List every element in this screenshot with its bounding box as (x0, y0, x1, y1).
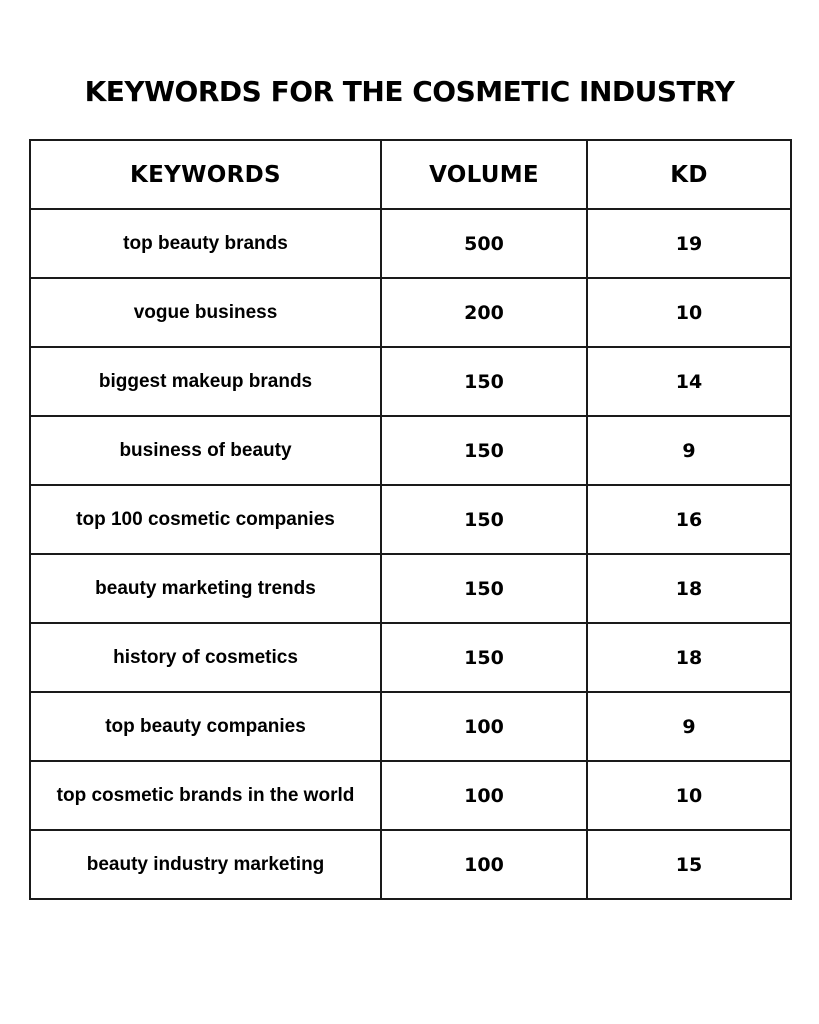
keyword-cell: beauty industry marketing (30, 830, 381, 899)
page-title: KEYWORDS FOR THE COSMETIC INDUSTRY (84, 75, 735, 108)
table-row (30, 554, 791, 623)
kd-cell: 19 (587, 209, 791, 278)
table-row (30, 416, 791, 485)
volume-cell: 150 (381, 416, 587, 485)
volume-cell: 500 (381, 209, 587, 278)
column-header-volume: VOLUME (381, 140, 587, 209)
kd-cell: 9 (587, 416, 791, 485)
kd-cell: 10 (587, 278, 791, 347)
kd-cell: 10 (587, 761, 791, 830)
volume-cell: 100 (381, 830, 587, 899)
keywords-table (29, 139, 792, 900)
keyword-cell: top beauty brands (30, 209, 381, 278)
volume-cell: 150 (381, 623, 587, 692)
table-row (30, 830, 791, 899)
kd-cell: 16 (587, 485, 791, 554)
volume-cell: 200 (381, 278, 587, 347)
keyword-cell: top beauty companies (30, 692, 381, 761)
table-row (30, 761, 791, 830)
keyword-cell: top cosmetic brands in the world (30, 761, 381, 830)
volume-cell: 100 (381, 692, 587, 761)
column-header-kd: KD (587, 140, 791, 209)
keyword-cell: top 100 cosmetic companies (30, 485, 381, 554)
table-row (30, 278, 791, 347)
column-header-keywords: KEYWORDS (30, 140, 381, 209)
keyword-cell: biggest makeup brands (30, 347, 381, 416)
table-header-row (30, 140, 791, 209)
volume-cell: 150 (381, 485, 587, 554)
kd-cell: 9 (587, 692, 791, 761)
keyword-cell: vogue business (30, 278, 381, 347)
kd-cell: 18 (587, 554, 791, 623)
table-row (30, 692, 791, 761)
table-row (30, 485, 791, 554)
table-row (30, 209, 791, 278)
kd-cell: 14 (587, 347, 791, 416)
volume-cell: 100 (381, 761, 587, 830)
kd-cell: 18 (587, 623, 791, 692)
volume-cell: 150 (381, 347, 587, 416)
table-row (30, 623, 791, 692)
keyword-cell: history of cosmetics (30, 623, 381, 692)
table-row (30, 347, 791, 416)
volume-cell: 150 (381, 554, 587, 623)
keyword-cell: beauty marketing trends (30, 554, 381, 623)
kd-cell: 15 (587, 830, 791, 899)
keyword-cell: business of beauty (30, 416, 381, 485)
